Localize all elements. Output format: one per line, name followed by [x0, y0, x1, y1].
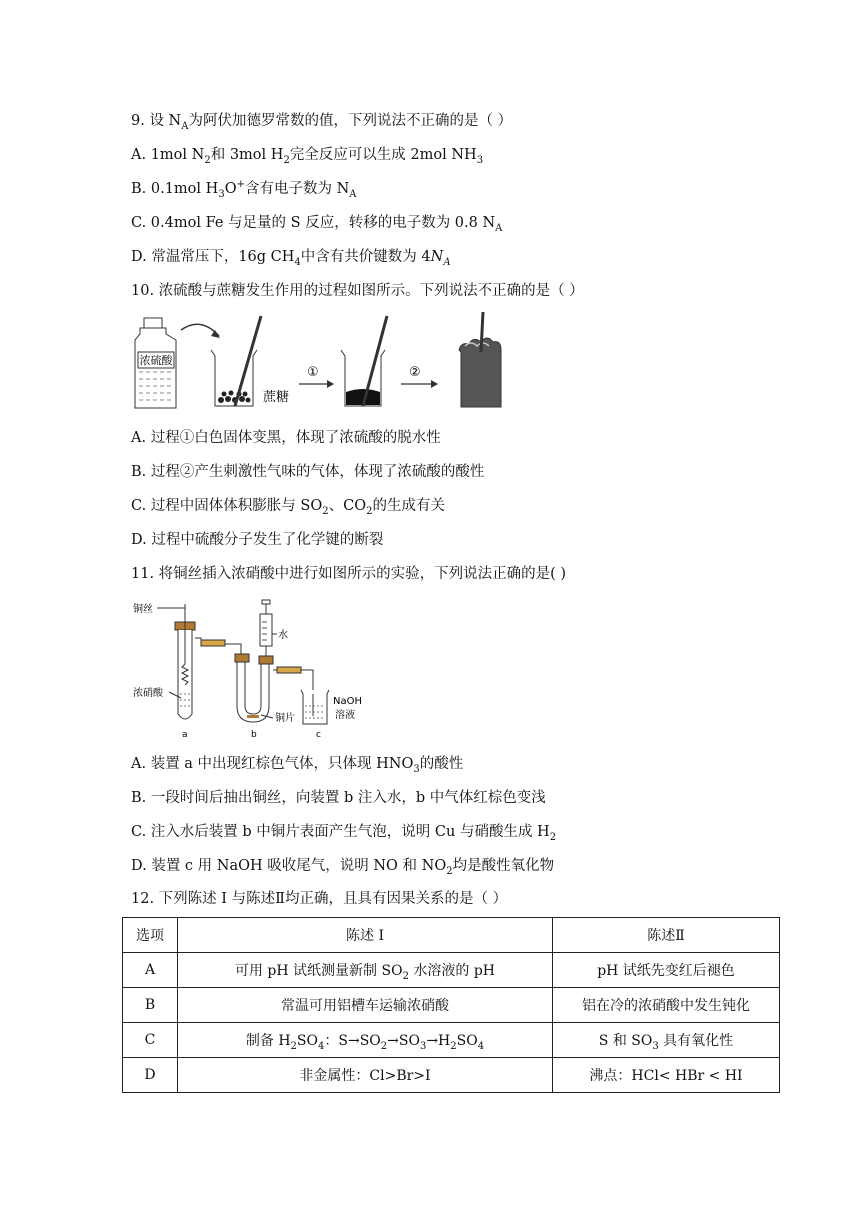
q12-stem: 12. 下列陈述 I 与陈述Ⅱ均正确，且具有因果关系的是（ ）	[131, 891, 508, 907]
q9-option-d: D. 常温常压下，16g $CH_4$中含有共价键数为 $4N_A$	[131, 249, 451, 268]
q10-option-c: C. 过程中固体体积膨胀与 $SO_2$、$CO_2$的生成有关	[131, 498, 445, 517]
row-option: C	[123, 1023, 178, 1058]
q11-option-d: D. 装置 c 用 NaOH 吸收尾气，说明 NO 和 $NO_2$均是酸性氧化物	[131, 858, 555, 877]
q9-option-b: B. 0.1mol $H_3O^+$含有电子数为 $N_A$	[131, 179, 357, 200]
table-row	[123, 953, 780, 988]
q11-figure	[131, 594, 391, 744]
q9-option-a: A. 1mol $N_2$和 3mol $H_2$完全反应可以生成 2mol $NH_3$	[131, 147, 484, 166]
copper-wire-label: 铜丝	[133, 604, 153, 615]
solution-label: 溶液	[335, 710, 355, 721]
nitric-acid-apparatus-diagram	[131, 594, 391, 744]
q10-stem: 10. 浓硫酸与蔗糖发生作用的过程如图所示。下列说法不正确的是（ ）	[131, 283, 584, 299]
q10-option-b: B. 过程②产生刺激性气味的气体，体现了浓硫酸的酸性	[131, 464, 485, 480]
row-option: A	[123, 953, 178, 988]
header-statement-1: 陈述 I	[178, 918, 553, 953]
label-b: b	[251, 730, 257, 740]
table-row	[123, 1023, 780, 1058]
row-statement-2: S 和 $SO_3$ 具有氧化性	[553, 1023, 780, 1058]
q11-stem: 11. 将铜丝插入浓硝酸中进行如图所示的实验，下列说法正确的是( )	[131, 566, 567, 582]
row-statement-2: 沸点：HCl< HBr < HI	[553, 1058, 780, 1093]
q11-option-a: A. 装置 a 中出现红棕色气体，只体现 $HNO_3$的酸性	[131, 756, 464, 775]
label-a: a	[182, 730, 188, 740]
q11-option-b: B. 一段时间后抽出铜丝，向装置 b 注入水，b 中气体红棕色变浅	[131, 790, 546, 806]
row-statement-2: pH 试纸先变红后褪色	[553, 953, 780, 988]
row-statement-2: 铝在冷的浓硝酸中发生钝化	[553, 988, 780, 1023]
q10-option-a: A. 过程①白色固体变黑，体现了浓硫酸的脱水性	[131, 430, 441, 446]
label-c: c	[316, 730, 321, 740]
sugar-label: 蔗糖	[263, 390, 290, 405]
bottle-label: 浓硫酸	[139, 354, 173, 367]
row-statement-1: 常温可用铝槽车运输浓硝酸	[178, 988, 553, 1023]
row-statement-1: 可用 pH 试纸测量新制 $SO_2$ 水溶液的 pH	[178, 953, 553, 988]
header-option: 选项	[123, 918, 178, 953]
sugar-experiment-diagram	[131, 312, 521, 414]
conc-nitric-label: 浓硝酸	[133, 688, 163, 699]
copper-piece-label: 铜片	[275, 713, 295, 724]
step-2-label: ②	[409, 365, 421, 380]
table-header-row	[123, 918, 780, 953]
q12-table	[122, 917, 780, 1093]
step-1-label: ①	[307, 365, 319, 380]
q10-figure	[131, 312, 521, 414]
q9-option-c: C. 0.4mol Fe 与足量的 S 反应，转移的电子数为 0.8 $N_A$	[131, 215, 503, 234]
water-label: 水	[278, 630, 288, 641]
table-row	[123, 1058, 780, 1093]
q11-option-c: C. 注入水后装置 b 中铜片表面产生气泡，说明 Cu 与硝酸生成 $H_2$	[131, 824, 557, 843]
row-statement-1: 非金属性：Cl>Br>I	[178, 1058, 553, 1093]
row-statement-1: 制备 $H_2SO_4$：$S\to SO_2\to SO_3\to H_2SO_4$	[178, 1023, 553, 1058]
row-option: D	[123, 1058, 178, 1093]
q9-stem: 9. 设 $N_A$为阿伏加德罗常数的值，下列说法不正确的是（ ）	[131, 113, 513, 132]
header-statement-2: 陈述Ⅱ	[553, 918, 780, 953]
naoh-label: NaOH	[333, 696, 362, 707]
q10-option-d: D. 过程中硫酸分子发生了化学键的断裂	[131, 532, 384, 548]
row-option: B	[123, 988, 178, 1023]
table-row	[123, 988, 780, 1023]
